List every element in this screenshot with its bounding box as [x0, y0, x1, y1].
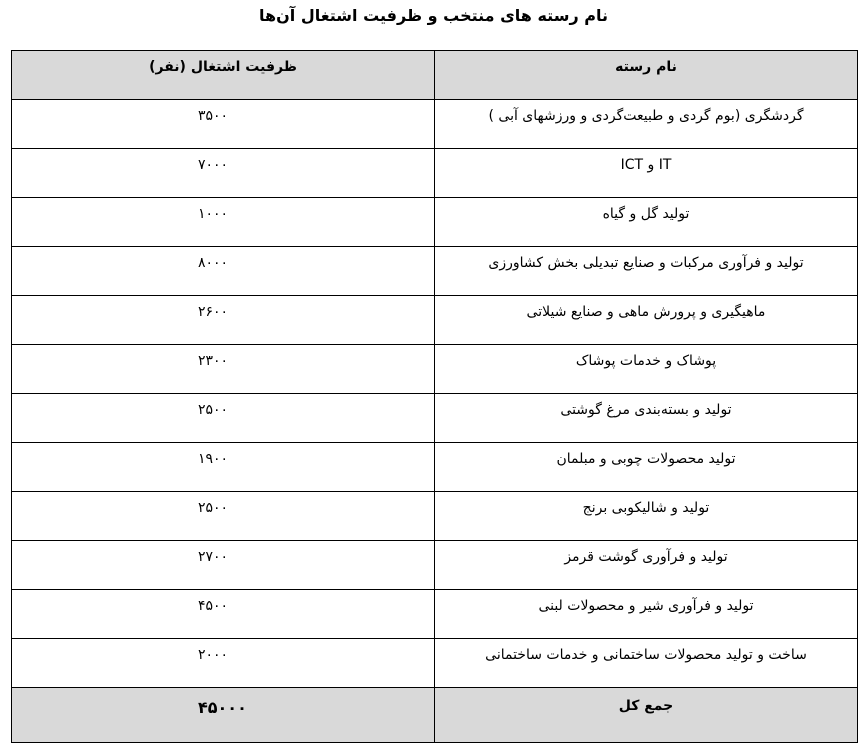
employment-capacity-value: ۲۵۰۰ — [198, 402, 229, 418]
total-row — [12, 688, 858, 743]
table-row — [12, 247, 858, 296]
total-capacity: ۴۵۰۰۰ — [198, 698, 247, 717]
cluster-name-cell: IT و ICT — [435, 149, 858, 198]
cluster-name-cell: تولید گل و گیاه — [435, 198, 858, 247]
document-title: نام رسته های منتخب و ظرفیت اشتغال آن‌ها — [259, 6, 608, 25]
total-capacity-cell — [12, 688, 435, 743]
employment-capacity-cell — [12, 149, 435, 198]
cluster-name-cell: تولید و فرآوری شیر و محصولات لبنی — [435, 590, 858, 639]
employment-capacity-cell — [12, 100, 435, 149]
cluster-name-cell: ساخت و تولید محصولات ساختمانی و خدمات ساختمانی — [435, 639, 858, 688]
table-header-row — [12, 51, 858, 100]
employment-capacity-cell — [12, 345, 435, 394]
header-cluster-name: نام رسته — [435, 51, 858, 100]
table-body — [12, 100, 858, 688]
employment-capacity-cell — [12, 247, 435, 296]
employment-capacity-cell — [12, 541, 435, 590]
table-row — [12, 345, 858, 394]
employment-capacity-value: ۲۷۰۰ — [198, 549, 229, 565]
employment-capacity-cell — [12, 492, 435, 541]
cluster-name-cell: تولید و فرآوری گوشت قرمز — [435, 541, 858, 590]
table-row — [12, 296, 858, 345]
employment-capacity-cell — [12, 296, 435, 345]
employment-capacity-value: ۲۵۰۰ — [198, 500, 229, 516]
table-row — [12, 394, 858, 443]
cluster-name-cell: تولید و فرآوری مرکبات و صنایع تبدیلی بخش کشاورزی — [435, 247, 858, 296]
employment-capacity-cell — [12, 198, 435, 247]
clusters-table — [11, 50, 858, 743]
employment-capacity-cell — [12, 639, 435, 688]
employment-capacity-value: ۸۰۰۰ — [198, 255, 229, 271]
header-employment-capacity: ظرفیت اشتغال (نفر) — [12, 51, 435, 100]
employment-capacity-value: ۴۵۰۰ — [198, 598, 229, 614]
table-row — [12, 639, 858, 688]
cluster-name-cell: تولید محصولات چوبی و مبلمان — [435, 443, 858, 492]
cluster-name-cell: ماهیگیری و پرورش ماهی و صنایع شیلاتی — [435, 296, 858, 345]
employment-capacity-value: ۱۰۰۰ — [198, 206, 229, 222]
cluster-name-cell: پوشاک و خدمات پوشاک — [435, 345, 858, 394]
employment-capacity-value: ۲۰۰۰ — [198, 647, 229, 663]
table-row — [12, 590, 858, 639]
total-label: جمع کل — [435, 688, 858, 743]
table-row — [12, 149, 858, 198]
cluster-name-cell: گردشگری (بوم گردی و طبیعت‌گردی و ورزشهای آبی ) — [435, 100, 858, 149]
cluster-name-cell: تولید و بسته‌بندی مرغ گوشتی — [435, 394, 858, 443]
cluster-name-cell: تولید و شالیکوبی برنج — [435, 492, 858, 541]
table-row — [12, 443, 858, 492]
employment-capacity-value: ۱۹۰۰ — [198, 451, 229, 467]
employment-capacity-value: ۲۶۰۰ — [198, 304, 229, 320]
employment-capacity-cell — [12, 443, 435, 492]
table-row — [12, 100, 858, 149]
table-row — [12, 541, 858, 590]
table-row — [12, 492, 858, 541]
employment-capacity-cell — [12, 394, 435, 443]
employment-capacity-value: ۷۰۰۰ — [198, 157, 229, 173]
employment-capacity-value: ۳۵۰۰ — [198, 108, 229, 124]
table-row — [12, 198, 858, 247]
employment-capacity-cell — [12, 590, 435, 639]
employment-capacity-value: ۲۳۰۰ — [198, 353, 229, 369]
